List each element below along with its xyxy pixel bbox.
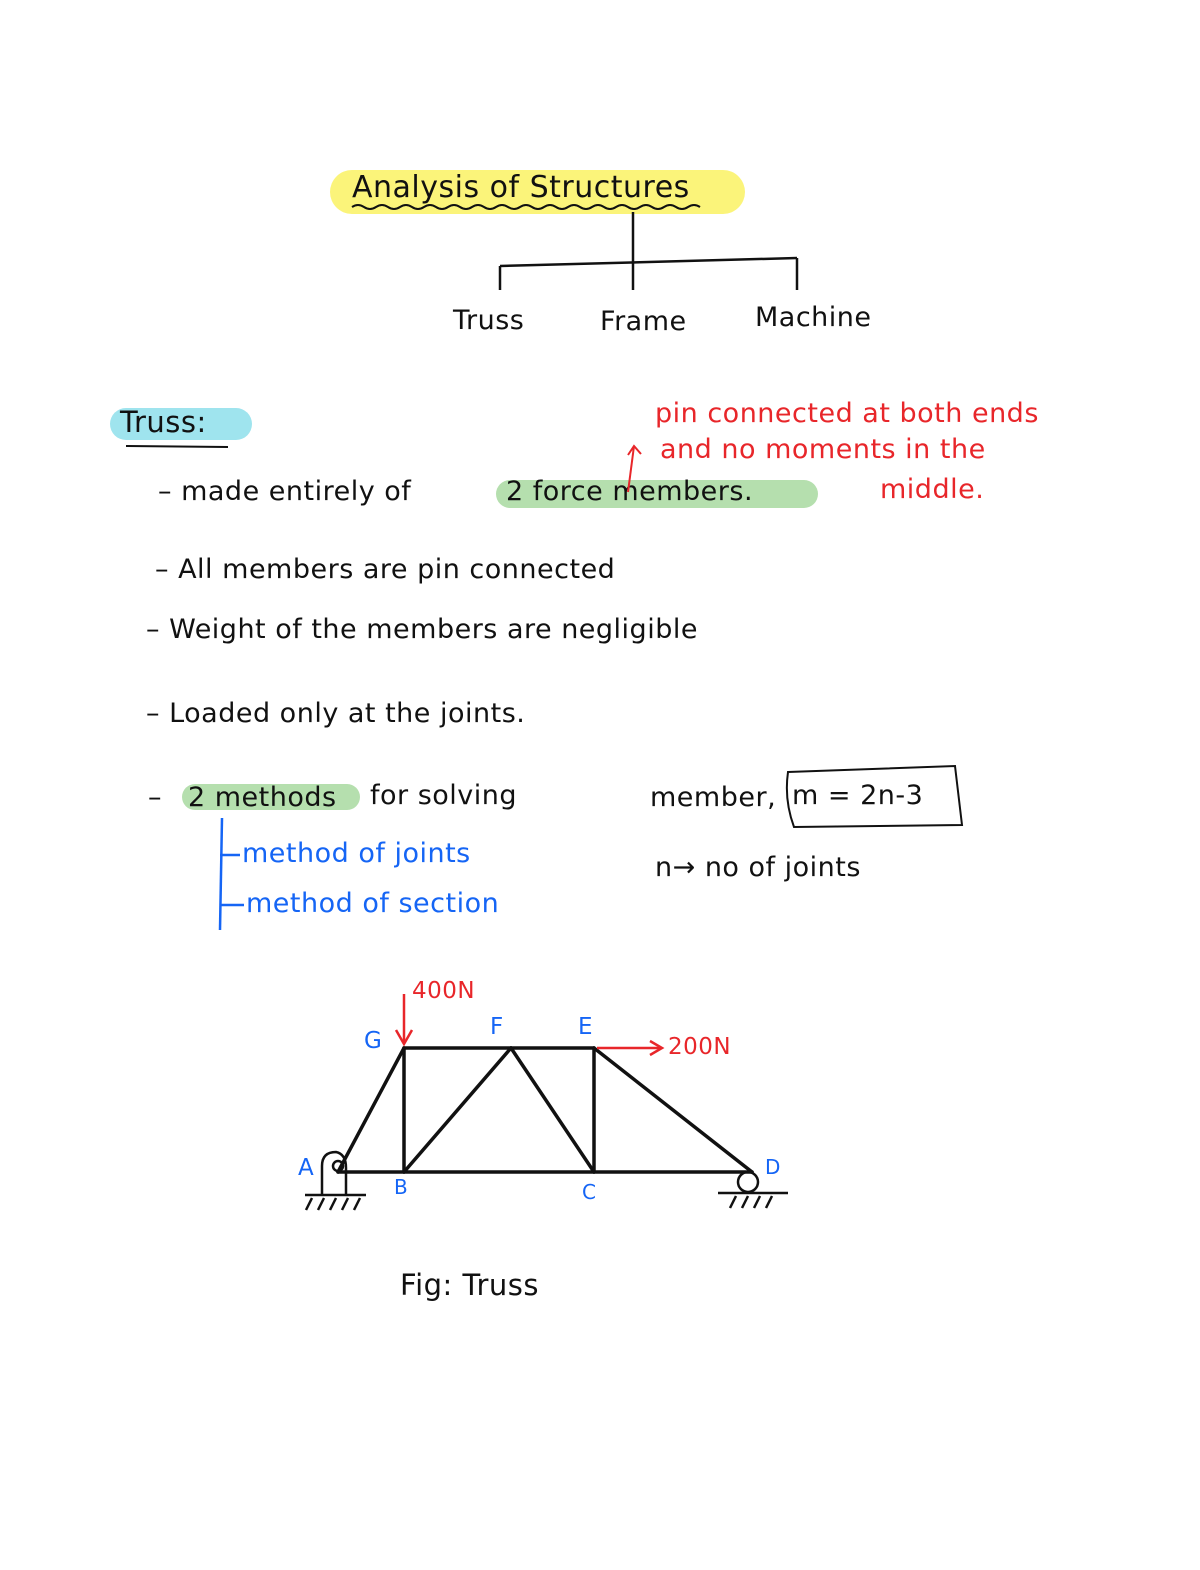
method-of-section: method of section — [246, 888, 500, 919]
note-line-1: pin connected at both ends — [655, 398, 1039, 429]
bullet-pin-connected: – All members are pin connected — [155, 554, 616, 585]
truss-heading-underline — [126, 446, 228, 447]
formula-expression: m = 2n-3 — [792, 780, 924, 811]
joint-label-a: A — [298, 1155, 315, 1181]
bullet-weight-negligible: – Weight of the members are negligible — [146, 614, 698, 645]
tree-item-frame: Frame — [600, 306, 687, 337]
joint-label-e: E — [578, 1014, 594, 1040]
formula-box — [787, 766, 962, 827]
pin-support-a — [305, 1152, 366, 1210]
truss-members — [338, 1048, 752, 1172]
roller-support-d — [718, 1172, 788, 1208]
tree-item-machine: Machine — [755, 302, 872, 333]
method-of-joints: method of joints — [242, 838, 471, 869]
truss-heading: Truss: — [120, 405, 207, 439]
joint-label-d: D — [765, 1155, 781, 1179]
joint-label-b: B — [394, 1175, 409, 1199]
note-line-2: and no moments in the — [660, 434, 986, 465]
tree-item-truss: Truss — [453, 305, 525, 336]
figure-caption: Fig: Truss — [400, 1268, 539, 1302]
load-200n-label: 200N — [668, 1034, 732, 1060]
bullet-two-methods-highlighted: 2 methods — [188, 782, 337, 813]
load-400n-label: 400N — [412, 978, 476, 1004]
joint-label-c: C — [582, 1180, 597, 1204]
note-arrow — [628, 446, 641, 492]
bullet-two-force-highlighted: 2 force members. — [506, 476, 754, 507]
note-line-3: middle. — [880, 474, 985, 505]
methods-bracket — [220, 818, 244, 930]
bullet-two-methods-dash: – — [148, 782, 162, 813]
load-arrow-400n — [396, 994, 412, 1044]
bullet-two-methods-rest: for solving — [370, 780, 518, 811]
title-wavy-underline — [352, 205, 700, 209]
formula-member-label: member, — [650, 782, 777, 813]
joint-label-f: F — [490, 1014, 504, 1040]
load-arrow-200n — [597, 1041, 662, 1055]
tree-connector-lines — [500, 212, 797, 290]
formula-n-definition: n→ no of joints — [655, 852, 861, 883]
joint-label-g: G — [364, 1028, 383, 1054]
bullet-loaded-joints: – Loaded only at the joints. — [146, 698, 526, 729]
bullet-two-force-prefix: – made entirely of — [158, 476, 412, 507]
page-title: Analysis of Structures — [352, 170, 690, 205]
